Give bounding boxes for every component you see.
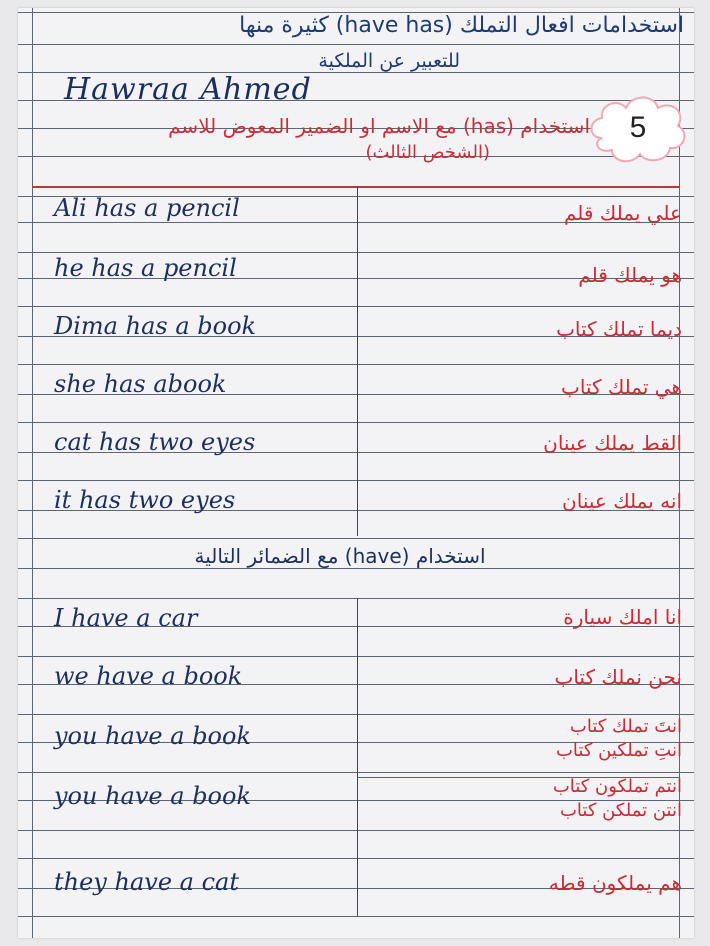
page-number-badge	[582, 86, 694, 170]
have-row-ar: انتم تملكون كتاب	[552, 776, 682, 797]
page-number: 5	[629, 111, 647, 144]
rule-line	[18, 858, 694, 859]
have-row-en: I have a car	[54, 604, 198, 632]
rule-line	[18, 538, 694, 539]
has-row-ar: ديما تملك كتاب	[556, 317, 682, 341]
have-row-en: they have a cat	[54, 868, 239, 896]
rule-line	[18, 656, 694, 657]
have-row-ar: انا املك سيارة	[563, 605, 682, 629]
has-usage-note: استخدام (has) مع الاسم او الضمير المعوض للاسم	[168, 114, 590, 138]
has-row-ar: انه يملك عينان	[562, 489, 682, 513]
rule-line	[18, 364, 694, 365]
rule-line	[18, 44, 694, 45]
have-row-ar-alt: انتِ تملكين كتاب	[555, 740, 682, 761]
rule-line	[18, 772, 694, 773]
has-row-en: she has abook	[54, 370, 227, 398]
has-row-ar: القط يملك عينان	[543, 431, 682, 455]
have-section-heading: استخدام (have) مع الضمائر التالية	[194, 544, 486, 568]
rule-line	[18, 916, 694, 917]
page-subtitle: للتعبير عن الملكية	[318, 50, 460, 72]
has-row-ar: علي يملك قلم	[563, 201, 682, 225]
have-row-ar: انتَ تملك كتاب	[569, 716, 682, 737]
rule-line	[18, 830, 694, 831]
rule-line	[18, 480, 694, 481]
column-divider-has	[357, 186, 358, 536]
has-row-en: it has two eyes	[54, 486, 236, 514]
has-row-en: Dima has a book	[54, 312, 257, 340]
has-row-en: Ali has a pencil	[54, 194, 240, 222]
has-row-en: he has a pencil	[54, 254, 237, 282]
page-title: استخدامات افعال التملك (have has) كثيرة منها	[239, 13, 684, 38]
has-usage-note-sub: (الشخص الثالث)	[365, 142, 490, 163]
rule-line	[18, 598, 694, 599]
have-row-en: you have a book	[54, 722, 251, 750]
rule-line	[18, 252, 694, 253]
have-row-ar: نحن نملك كتاب	[554, 665, 682, 689]
rule-line	[18, 306, 694, 307]
rule-line	[18, 568, 694, 569]
have-row-en: we have a book	[54, 662, 243, 690]
has-row-ar: هي تملك كتاب	[560, 375, 682, 399]
have-row-ar-alt: انتن تملكن كتاب	[559, 800, 682, 821]
author-name: Hawraa Ahmed	[64, 72, 312, 107]
rule-line	[18, 422, 694, 423]
has-row-ar: هو يملك قلم	[578, 263, 682, 287]
red-separator-line	[32, 186, 680, 188]
rule-line	[18, 714, 694, 715]
have-row-en: you have a book	[54, 782, 251, 810]
has-row-en: cat has two eyes	[54, 428, 256, 456]
left-margin-line	[32, 8, 33, 938]
column-divider-have	[357, 598, 358, 916]
have-row-ar: هم يملكون قطه	[548, 871, 682, 895]
